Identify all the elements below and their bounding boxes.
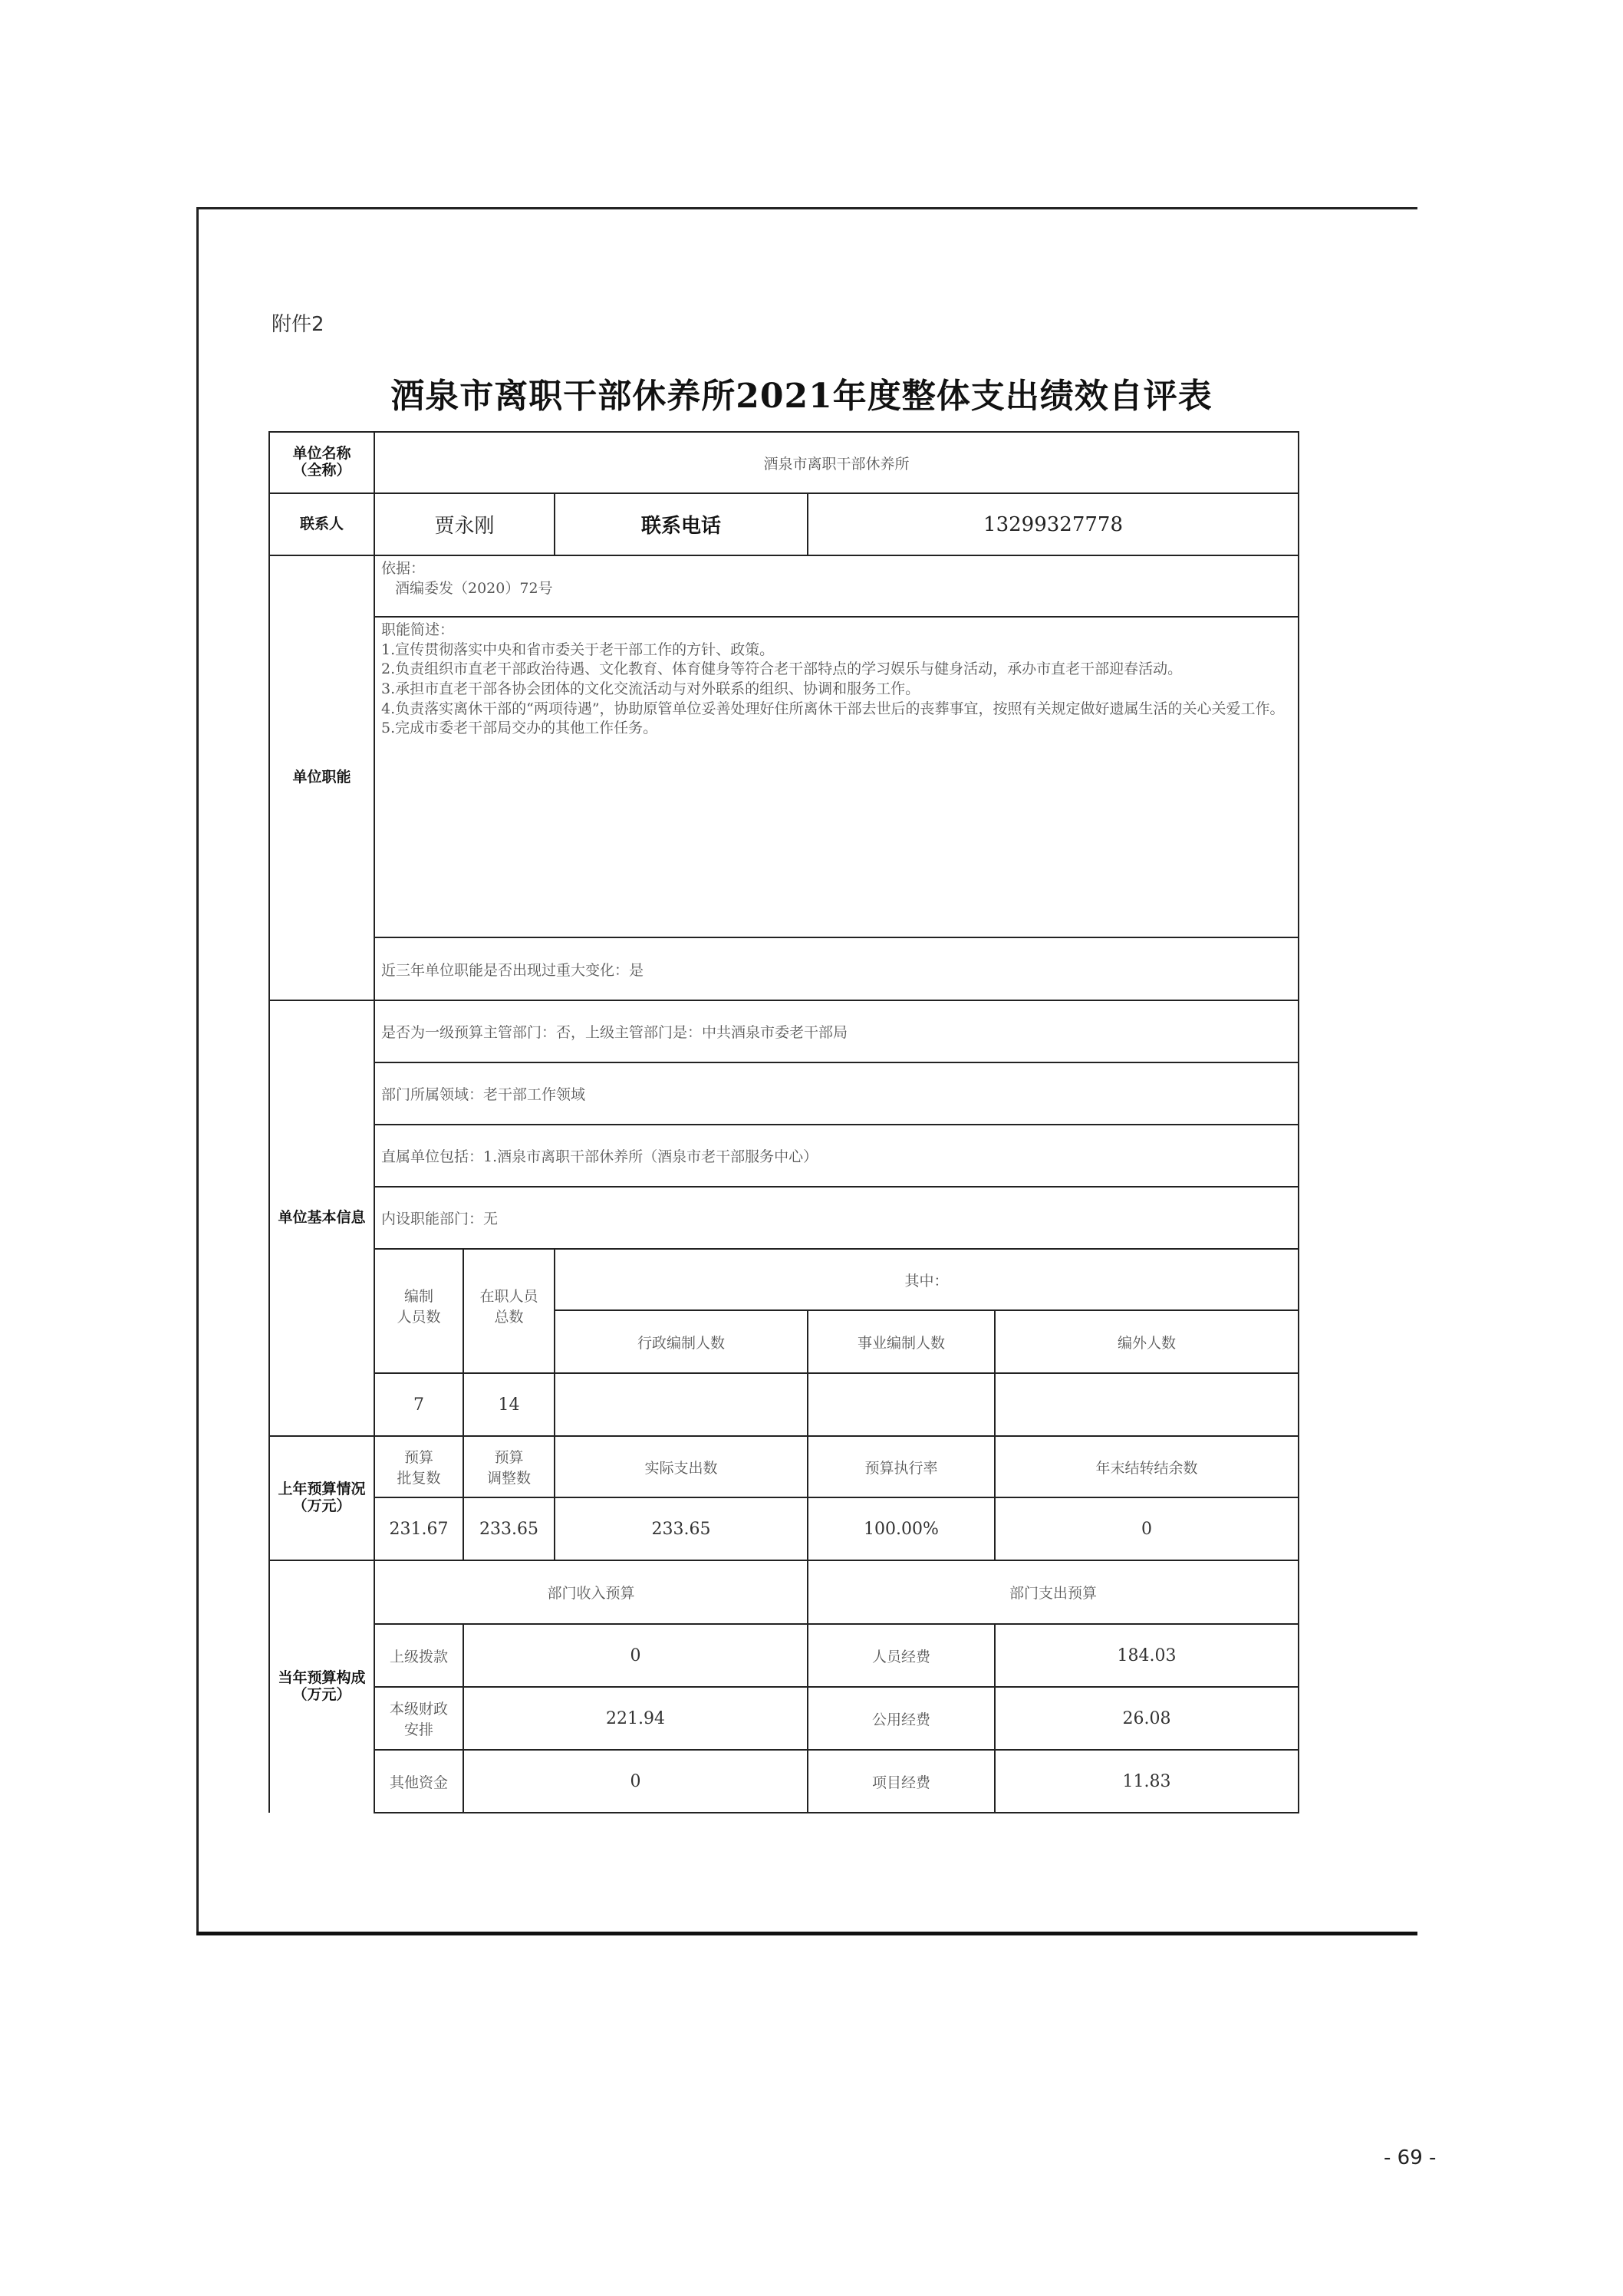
public-value [808,1373,995,1436]
basic-field: 部门所属领域：老干部工作领域 [374,1062,1299,1125]
expense-header: 部门支出预算 [808,1560,1299,1624]
staff-value: 14 [463,1373,555,1436]
unit-name-value: 酒泉市离职干部休养所 [374,432,1299,493]
duties-label: 单位职能 [269,555,374,1000]
expense-value: 11.83 [995,1750,1299,1813]
current-row [269,1750,1299,1813]
duty-item: 5.完成市委老干部局交办的其他工作任务。 [381,720,658,737]
duty-change-note: 近三年单位职能是否出现过重大变化：是 [374,937,1299,1000]
last-year-header-row [269,1436,1299,1497]
basic-internal-row [269,1187,1299,1249]
approved-value: 231.67 [374,1497,463,1560]
evaluation-table [268,431,1299,1813]
income-label: 上级拨款 [374,1624,463,1687]
attachment-label: 附件2 [272,313,324,336]
page-title: 酒泉市离职干部休养所2021年度整体支出绩效自评表 [390,377,1213,416]
income-value: 221.94 [463,1687,808,1750]
expense-label: 项目经费 [808,1750,995,1813]
rate-value: 100.00% [808,1497,995,1560]
page-frame-bottom [196,1932,1417,1935]
current-header-row [269,1560,1299,1624]
page-frame-top [196,207,1417,209]
staff-header-row-1 [269,1249,1299,1310]
adjusted-value: 233.65 [463,1497,555,1560]
basic-subordinates-row [269,1125,1299,1187]
actual-header: 实际支出数 [555,1436,808,1497]
last-year-values-row [269,1497,1299,1560]
outside-header: 编外人数 [995,1310,1299,1373]
income-value: 0 [463,1624,808,1687]
admin-header: 行政编制人数 [555,1310,808,1373]
among-header: 其中： [555,1249,1299,1310]
page-number: - 69 - [1384,2146,1437,2169]
duty-basis-title: 依据： [381,560,426,577]
quota-header: 编制 人员数 [374,1249,463,1373]
staff-header: 在职人员 总数 [463,1249,555,1373]
duty-overview-title: 职能简述： [381,621,455,638]
contact-phone: 13299327778 [808,493,1299,555]
approved-header: 预算 批复数 [374,1436,463,1497]
basic-field-row [269,1062,1299,1125]
income-value: 0 [463,1750,808,1813]
quota-value: 7 [374,1373,463,1436]
adjusted-header: 预算 调整数 [463,1436,555,1497]
expense-label: 公用经费 [808,1687,995,1750]
balance-value: 0 [995,1497,1299,1560]
duty-item: 1.宣传贯彻落实中央和省市委关于老干部工作的方针、政策。 [381,641,775,658]
public-header: 事业编制人数 [808,1310,995,1373]
duty-item: 2.负责组织市直老干部政治待遇、文化教育、体育健身等符合老干部特点的学习娱乐与健身活动，承办市直老干部迎春活动。 [381,660,1183,678]
duty-overview-row [269,617,1299,937]
basic-internal: 内设职能部门：无 [374,1187,1299,1249]
current-row [269,1624,1299,1687]
unit-name-label: 单位名称 （全称） [269,432,374,493]
duty-change-row [269,937,1299,1000]
duty-basis-value: 酒编委发（2020）72号 [395,579,553,597]
duty-item: 4.负责落实离休干部的“两项待遇”，协助原管单位妥善处理好住所离休干部去世后的丧葬事宜，按照有关规定做好遗属生活的关心关爱工作。 [381,700,1285,717]
page-frame-left [196,207,199,1933]
admin-value [555,1373,808,1436]
expense-value: 184.03 [995,1624,1299,1687]
outside-value [995,1373,1299,1436]
basic-level1: 是否为一级预算主管部门：否，上级主管部门是：中共酒泉市委老干部局 [374,1000,1299,1062]
basic-level1-row [269,1000,1299,1062]
last-year-label: 上年预算情况（万元） [269,1436,374,1560]
income-label: 其他资金 [374,1750,463,1813]
contact-label: 联系人 [269,493,374,555]
duty-overview [374,617,1299,937]
actual-value: 233.65 [555,1497,808,1560]
current-budget-label: 当年预算构成（万元） [269,1560,374,1813]
unit-name-row [269,432,1299,493]
contact-person: 贾永刚 [374,493,555,555]
income-header: 部门收入预算 [374,1560,808,1624]
expense-value: 26.08 [995,1687,1299,1750]
income-label: 本级财政 安排 [374,1687,463,1750]
basic-info-label: 单位基本信息 [269,1000,374,1436]
contact-phone-label: 联系电话 [555,493,808,555]
duty-item: 3.承担市直老干部各协会团体的文化交流活动与对外联系的组织、协调和服务工作。 [381,680,920,697]
current-row [269,1687,1299,1750]
basic-subordinates: 直属单位包括：1.酒泉市离职干部休养所（酒泉市老干部服务中心） [374,1125,1299,1187]
balance-header: 年末结转结余数 [995,1436,1299,1497]
contact-row [269,493,1299,555]
duty-basis [374,555,1299,617]
expense-label: 人员经费 [808,1624,995,1687]
rate-header: 预算执行率 [808,1436,995,1497]
staff-values-row [269,1373,1299,1436]
duty-basis-row [269,555,1299,617]
